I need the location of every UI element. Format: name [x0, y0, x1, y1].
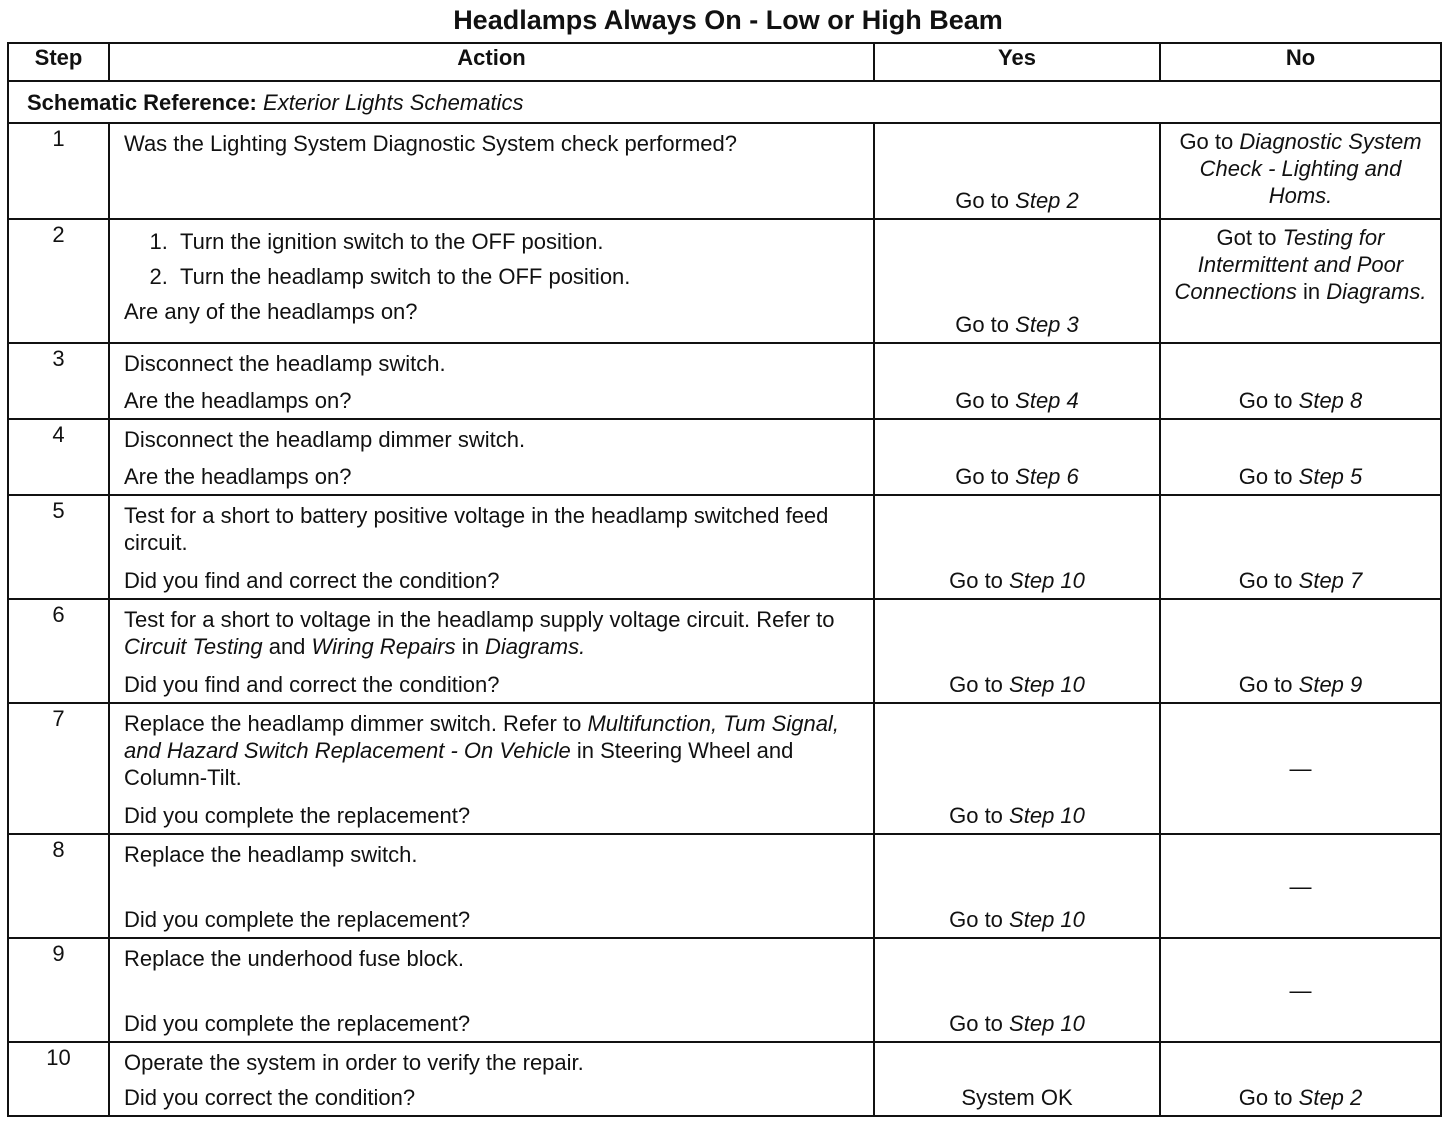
action-cell: [109, 938, 874, 1042]
no-goto[interactable]: Go to Step 9: [1238, 672, 1363, 697]
header-action: Action: [109, 43, 874, 81]
action-instruction: Replace the headlamp switch.: [124, 842, 418, 867]
action-question: Did you complete the replacement?: [124, 803, 471, 828]
step-number: 6: [8, 599, 109, 703]
yes-cell: [874, 938, 1160, 1042]
action-question: Was the Lighting System Diagnostic System check performed?: [124, 131, 738, 156]
action-cell: [109, 495, 874, 599]
no-goto[interactable]: Got to Testing for Intermittent and Poor Connections in Diagrams.: [1174, 225, 1427, 304]
yes-goto[interactable]: Go to Step 10: [949, 803, 1085, 828]
action-cell: [109, 419, 874, 495]
step-number: 4: [8, 419, 109, 495]
table-row: [8, 419, 1441, 495]
no-goto[interactable]: Go to Step 7: [1238, 568, 1363, 593]
no-dash: —: [1289, 873, 1312, 899]
action-cell: [109, 834, 874, 938]
table-row: [8, 123, 1441, 219]
yes-cell: [874, 419, 1160, 495]
no-dash: —: [1289, 977, 1312, 1003]
no-cell: [1160, 219, 1441, 343]
action-cell: [109, 219, 874, 343]
yes-cell: [874, 343, 1160, 419]
no-goto[interactable]: Go to Diagnostic System Check - Lighting and Homs.: [1179, 129, 1422, 208]
header-yes: Yes: [874, 43, 1160, 81]
header-row: [8, 43, 1441, 81]
action-cell: [109, 703, 874, 834]
action-cell: [109, 343, 874, 419]
ref-link[interactable]: Multifunction, Tum Signal, and Hazard Switch Replacement - On Vehicle: [124, 711, 839, 763]
action-instruction: Disconnect the headlamp switch.: [124, 351, 446, 376]
table-row: [8, 938, 1441, 1042]
yes-cell: [874, 703, 1160, 834]
page-title: Headlamps Always On - Low or High Beam: [453, 5, 1003, 35]
table-row: [8, 1042, 1441, 1116]
ref-link[interactable]: Circuit Testing: [124, 634, 263, 659]
no-cell: [1160, 834, 1441, 938]
table-row: [8, 219, 1441, 343]
yes-cell: [874, 123, 1160, 219]
action-question: Did you complete the replacement?: [124, 907, 471, 932]
yes-goto[interactable]: Go to Step 10: [949, 907, 1085, 932]
no-cell: [1160, 343, 1441, 419]
step-number: 3: [8, 343, 109, 419]
table-row: [8, 343, 1441, 419]
yes-result: System OK: [961, 1085, 1073, 1110]
schematic-link[interactable]: Exterior Lights Schematics: [263, 89, 524, 115]
yes-cell: [874, 834, 1160, 938]
no-dash: —: [1289, 756, 1312, 781]
ref-link[interactable]: Wiring Repairs: [311, 634, 456, 659]
step-number: 2: [8, 219, 109, 343]
header-step: Step: [8, 43, 109, 81]
table-row: [8, 834, 1441, 938]
action-cell: [109, 123, 874, 219]
action-instruction: Replace the underhood fuse block.: [124, 946, 465, 971]
yes-cell: [874, 219, 1160, 343]
yes-goto[interactable]: Go to Step 4: [955, 388, 1079, 413]
no-goto[interactable]: Go to Step 8: [1238, 388, 1363, 413]
action-question: Are the headlamps on?: [124, 464, 352, 489]
yes-cell: [874, 599, 1160, 703]
no-cell: [1160, 419, 1441, 495]
schematic-row: [8, 81, 1441, 123]
yes-goto[interactable]: Go to Step 3: [955, 312, 1079, 337]
action-steps-list: [124, 228, 863, 290]
no-cell: [1160, 495, 1441, 599]
action-question: Did you find and correct the condition?: [124, 672, 500, 697]
step-number: 9: [8, 938, 109, 1042]
yes-goto[interactable]: Go to Step 10: [949, 672, 1085, 697]
action-question: Are any of the headlamps on?: [124, 299, 418, 324]
action-instruction: Disconnect the headlamp dimmer switch.: [124, 427, 526, 452]
yes-cell: [874, 1042, 1160, 1116]
no-cell: [1160, 123, 1441, 219]
yes-goto[interactable]: Go to Step 2: [955, 188, 1079, 213]
yes-goto[interactable]: Go to Step 6: [955, 464, 1079, 489]
step-number: 5: [8, 495, 109, 599]
step-number: 1: [8, 123, 109, 219]
step-number: 8: [8, 834, 109, 938]
no-cell: [1160, 1042, 1441, 1116]
ref-link[interactable]: Diagrams.: [485, 634, 586, 659]
action-question: Did you find and correct the condition?: [124, 568, 500, 593]
yes-goto[interactable]: Go to Step 10: [949, 568, 1085, 593]
action-instruction: Replace the headlamp dimmer switch. Refer to Multifunction, Tum Signal, and Hazard Switch Replacement - On Vehicle in Steering Wheel and Column-Tilt.: [124, 711, 839, 790]
schematic-label: Schematic Reference:: [27, 89, 257, 115]
action-instruction: Test for a short to battery positive voltage in the headlamp switched feed circuit.: [124, 503, 829, 555]
no-cell: [1160, 599, 1441, 703]
schematic-reference: [8, 81, 1441, 123]
no-goto[interactable]: Go to Step 2: [1238, 1085, 1363, 1110]
action-instruction: Operate the system in order to verify the repair.: [124, 1050, 584, 1075]
action-question: Did you complete the replacement?: [124, 1011, 471, 1036]
action-question: Did you correct the condition?: [124, 1085, 416, 1110]
table-row: [8, 703, 1441, 834]
action-instruction: Test for a short to voltage in the headlamp supply voltage circuit. Refer to Circuit Testing and Wiring Repairs in Diagrams.: [124, 607, 835, 659]
action-step-item: 2. Turn the headlamp switch to the OFF position.: [174, 263, 863, 290]
step-number: 7: [8, 703, 109, 834]
yes-cell: [874, 495, 1160, 599]
action-cell: [109, 1042, 874, 1116]
no-goto[interactable]: Go to Step 5: [1238, 464, 1363, 489]
yes-goto[interactable]: Go to Step 10: [949, 1011, 1085, 1036]
action-step-item: 1. Turn the ignition switch to the OFF position.: [174, 228, 863, 255]
no-cell: [1160, 703, 1441, 834]
table-row: [8, 599, 1441, 703]
no-cell: [1160, 938, 1441, 1042]
table-row: [8, 495, 1441, 599]
step-number: 10: [8, 1042, 109, 1116]
header-no: No: [1160, 43, 1441, 81]
action-question: Are the headlamps on?: [124, 388, 352, 413]
action-cell: [109, 599, 874, 703]
diagnostic-table: [7, 42, 1442, 1117]
